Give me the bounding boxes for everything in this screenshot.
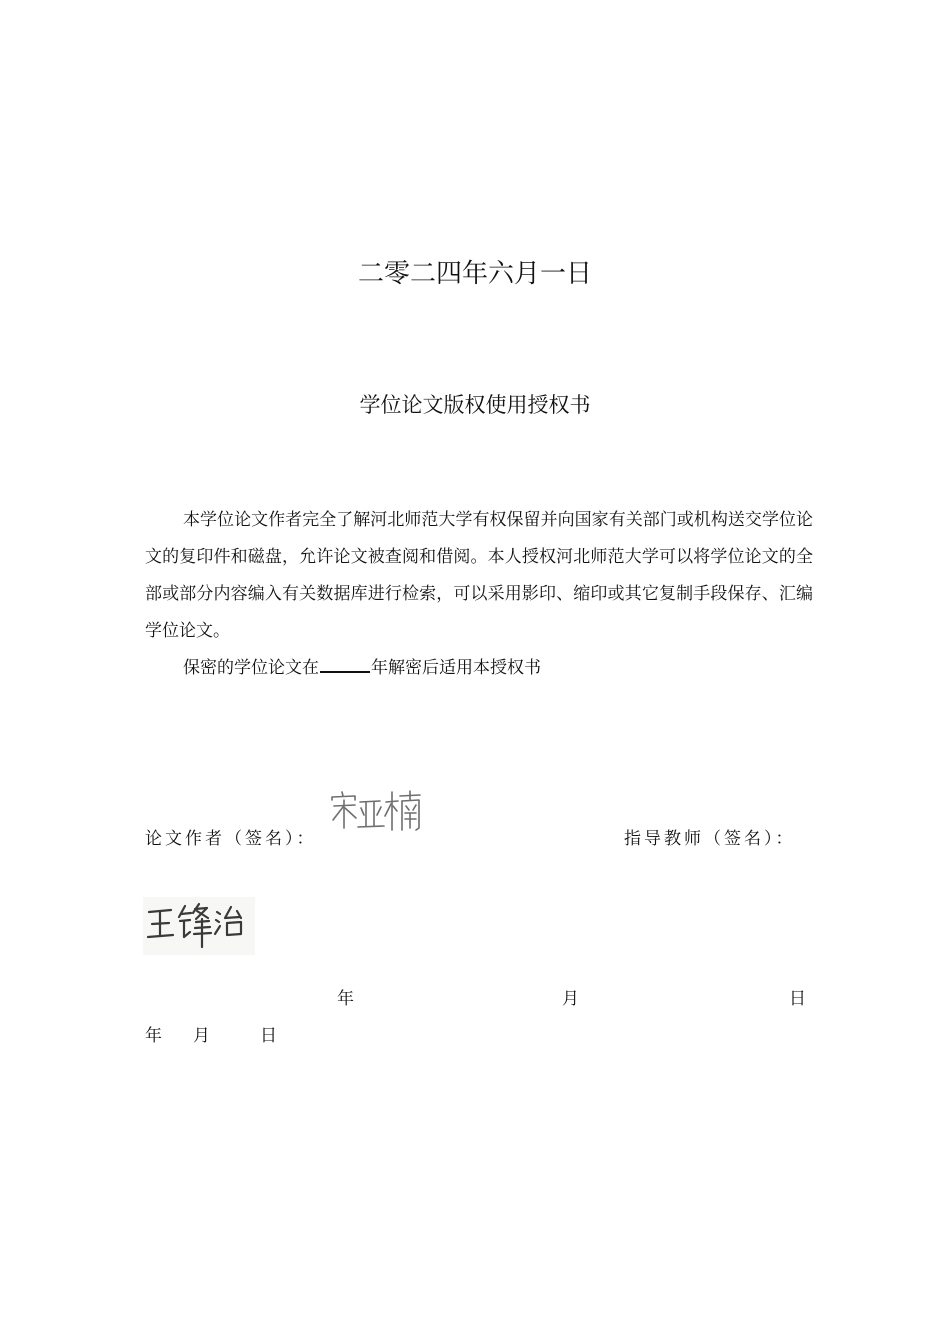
document-title: 学位论文版权使用授权书	[359, 393, 591, 417]
advisor-signature-image	[143, 897, 255, 955]
authorization-paragraph: 本学位论文作者完全了解河北师范大学有权保留并向国家有关部门或机构送交学位论文的复印件和磁盘，允许论文被查阅和借阅。本人授权河北师范大学可以将学位论文的全部或部分内容编入有关数据库进行检索，可以采用影印、缩印或其它复制手段保存、汇编学位论文。	[145, 510, 813, 641]
confidential-text-before: 保密的学位论文在	[183, 658, 319, 678]
date-month-2: 月	[193, 1026, 210, 1046]
date-day-2: 日	[260, 1026, 277, 1046]
author-signature-label: 论文作者（签名）：	[145, 829, 317, 849]
date-day-1: 日	[789, 989, 806, 1009]
date-year-1: 年	[337, 989, 354, 1009]
year-blank-line	[320, 657, 370, 673]
date-heading: 二零二四年六月一日	[357, 259, 592, 289]
confidential-paragraph	[145, 650, 813, 687]
advisor-signature-label: 指导教师（签名）：	[624, 829, 796, 849]
author-signature-image	[328, 788, 424, 838]
confidential-text-after: 年解密后适用本授权书	[371, 658, 541, 678]
date-year-2: 年	[145, 1026, 162, 1046]
date-month-1: 月	[562, 989, 579, 1009]
